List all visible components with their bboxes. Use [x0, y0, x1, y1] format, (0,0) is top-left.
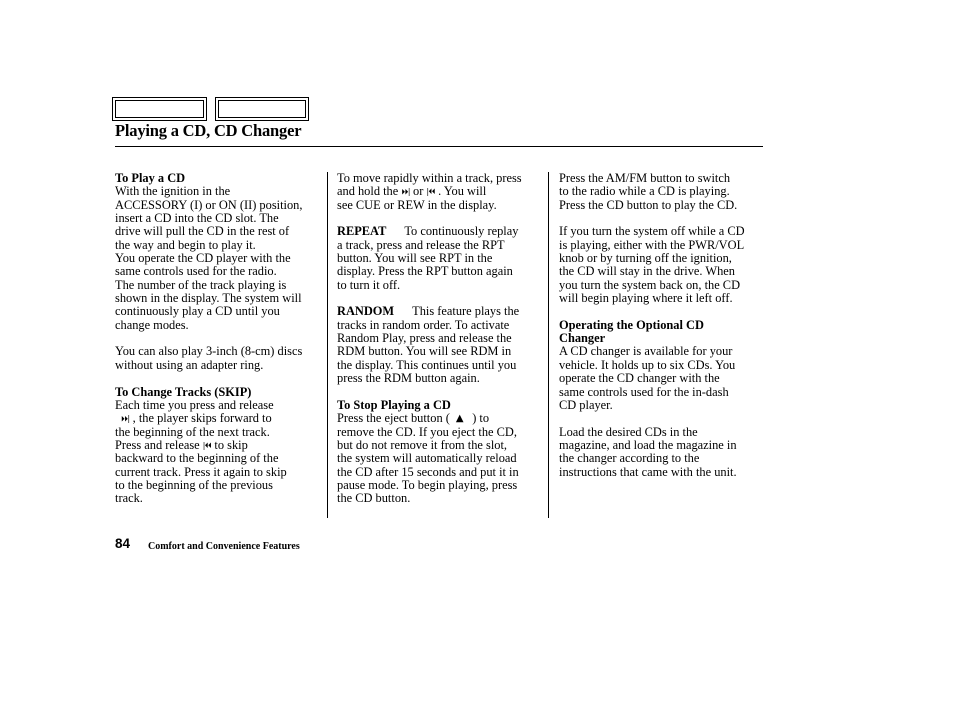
text-line: You operate the CD player with the	[115, 251, 291, 266]
heading-to-play-a-cd: To Play a CD	[115, 171, 186, 185]
text-line: RANDOM This feature plays the	[337, 304, 520, 319]
skip-forward-icon: ⏵⏵|	[121, 414, 130, 424]
text-line: the CD button.	[337, 491, 411, 506]
text-line: will begin playing where it left off.	[559, 291, 733, 306]
heading-change-tracks: To Change Tracks (SKIP)	[115, 384, 252, 399]
section-change-tracks	[115, 386, 325, 506]
skip-forward-icon: ⏵⏵|	[401, 187, 410, 197]
section-random	[337, 305, 543, 385]
text-line: change modes.	[115, 317, 189, 332]
section-am-fm	[559, 172, 763, 212]
text-line: Press the eject button ( ▲ ) to	[337, 411, 490, 426]
text-line: With the ignition in the	[115, 184, 231, 199]
section-move-rapidly	[337, 172, 543, 212]
section-cd-changer	[559, 319, 763, 412]
text-line: tracks in random order. To activate	[337, 317, 510, 332]
text-line: insert a CD into the CD slot. The	[115, 211, 279, 226]
eject-icon: ▲	[455, 413, 464, 425]
column-1	[115, 172, 325, 519]
header-tab-box-right	[215, 97, 309, 121]
label-repeat: REPEAT	[337, 224, 387, 239]
column-divider-1	[327, 172, 328, 518]
text-line: the system will automatically reload	[337, 451, 517, 466]
text-line: You can also play 3-inch (8-cm) discs	[115, 344, 303, 359]
text-line: the beginning of the next track.	[115, 424, 270, 439]
label-random: RANDOM	[337, 304, 395, 319]
text-line: CD player.	[559, 397, 613, 412]
text-line: A CD changer is available for your	[559, 344, 733, 359]
section-repeat	[337, 225, 543, 292]
text-line: the way and begin to play it.	[115, 237, 256, 252]
text-line: the CD will stay in the drive. When	[559, 264, 735, 279]
text-line: to turn it off.	[337, 277, 401, 292]
heading-cd-changer-cont: Changer	[559, 331, 606, 346]
text-line: Press the CD button to play the CD.	[559, 197, 738, 212]
text-line: The number of the track playing is	[115, 277, 287, 292]
section-load-magazine	[559, 426, 763, 479]
text-line: same controls used for the in-dash	[559, 384, 729, 399]
text-line: is playing, either with the PWR/VOL	[559, 237, 745, 252]
text-line: shown in the display. The system will	[115, 291, 302, 306]
text-line: drive will pull the CD in the rest of	[115, 224, 290, 239]
section-play-cd	[115, 172, 325, 332]
text-line: If you turn the system off while a CD	[559, 224, 745, 239]
text-line: the display. This continues until you	[337, 357, 517, 372]
section-stop-playing	[337, 399, 543, 506]
text-line: see CUE or REW in the display.	[337, 197, 497, 212]
text-line: instructions that came with the unit.	[559, 464, 737, 479]
page-number: 84	[115, 536, 131, 551]
text-line: and hold the ⏵⏵| or |⏴⏴ . You will	[337, 184, 487, 199]
text-line: to the radio while a CD is playing.	[559, 184, 730, 199]
text-line: operate the CD changer with the	[559, 371, 720, 386]
text-line: ⏵⏵| , the player skips forward to	[121, 411, 272, 426]
title-rule	[115, 146, 763, 147]
section-small-discs	[115, 345, 325, 372]
text-line: RDM button. You will see RDM in	[337, 344, 512, 359]
text-line: without using an adapter ring.	[115, 357, 264, 372]
page-title: Playing a CD, CD Changer	[115, 121, 302, 140]
text-line: button. You will see RPT in the	[337, 251, 493, 266]
text-line: but do not remove it from the slot,	[337, 437, 508, 452]
text-line: press the RDM button again.	[337, 371, 480, 386]
header-tab-box-left	[112, 97, 207, 121]
text-line: Press and release |⏴⏴ to skip	[115, 437, 248, 452]
text-line: backward to the beginning of the	[115, 451, 279, 466]
text-line: a track, press and release the RPT	[337, 237, 505, 252]
skip-back-icon: |⏴⏴	[202, 440, 212, 450]
text-line: track.	[115, 491, 143, 506]
section-system-off	[559, 225, 763, 305]
text-line: the changer according to the	[559, 451, 700, 466]
text-line: pause mode. To begin playing, press	[337, 477, 518, 492]
skip-back-icon: |⏴⏴	[426, 187, 435, 197]
text-line: you turn the system back on, the CD	[559, 277, 741, 292]
text-line: magazine, and load the magazine in	[559, 437, 737, 452]
text-line: vehicle. It holds up to six CDs. You	[559, 357, 736, 372]
text-line: Press the AM/FM button to switch	[559, 171, 731, 185]
text-line: same controls used for the radio.	[115, 264, 277, 279]
text-line: REPEAT To continuously replay	[337, 224, 519, 239]
column-3	[559, 172, 763, 492]
text-line: To move rapidly within a track, press	[337, 171, 522, 185]
text-line: remove the CD. If you eject the CD,	[337, 424, 517, 439]
text-line: ACCESSORY (I) or ON (II) position,	[115, 197, 303, 212]
text-line: Each time you press and release	[115, 397, 274, 412]
text-line: knob or by turning off the ignition,	[559, 251, 732, 266]
text-line: current track. Press it again to skip	[115, 464, 287, 479]
text-line: the CD after 15 seconds and put it in	[337, 464, 519, 479]
text-line: continuously play a CD until you	[115, 304, 280, 319]
text-line: Load the desired CDs in the	[559, 424, 698, 439]
text-line: Random Play, press and release the	[337, 331, 512, 346]
text-line: to the beginning of the previous	[115, 477, 273, 492]
column-divider-2	[548, 172, 549, 518]
heading-stop-playing: To Stop Playing a CD	[337, 397, 451, 412]
column-2	[337, 172, 543, 519]
heading-cd-changer: Operating the Optional CD	[559, 317, 704, 332]
text-line: display. Press the RPT button again	[337, 264, 513, 279]
footer-section-title: Comfort and Convenience Features	[148, 541, 300, 552]
